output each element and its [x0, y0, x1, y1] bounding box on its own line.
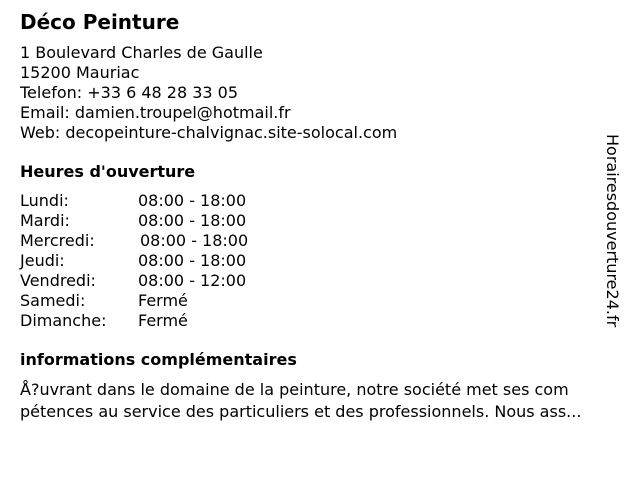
business-card — [20, 10, 620, 423]
site-watermark: Horairesdouverture24.fr — [603, 134, 622, 328]
hours-day: Dimanche: — [20, 311, 107, 330]
hours-row-sunday — [20, 311, 620, 331]
hours-day: Jeudi: — [20, 251, 65, 270]
hours-row-monday — [20, 191, 620, 211]
hours-time: Fermé — [138, 311, 188, 330]
hours-time: 08:00 - 18:00 — [138, 191, 247, 210]
additional-info-text — [20, 379, 632, 423]
hours-row-tuesday — [20, 211, 620, 231]
hours-row-wednesday — [20, 231, 620, 251]
hours-time: Fermé — [138, 291, 188, 310]
hours-time: 08:00 - 18:00 — [138, 251, 247, 270]
hours-time: 08:00 - 18:00 — [140, 231, 249, 250]
hours-day: Samedi: — [20, 291, 86, 310]
opening-hours-list — [20, 191, 620, 331]
email-address: Email: damien.troupel@hotmail.fr — [20, 103, 291, 122]
hours-time: 08:00 - 12:00 — [138, 271, 247, 290]
hours-day: Lundi: — [20, 191, 69, 210]
phone-number: Telefon: +33 6 48 28 33 05 — [20, 83, 239, 102]
additional-info-line: pétences au service des particuliers et des professionnels. Nous ass... — [20, 402, 582, 421]
address-street: 1 Boulevard Charles de Gaulle — [20, 43, 263, 62]
address-city: 15200 Mauriac — [20, 63, 140, 82]
additional-info-line: Å?uvrant dans le domaine de la peinture, notre société met ses com — [20, 380, 569, 399]
additional-info-title: informations complémentaires — [20, 350, 297, 369]
hours-day: Mardi: — [20, 211, 70, 230]
business-name: Déco Peinture — [20, 10, 180, 34]
hours-time: 08:00 - 18:00 — [138, 211, 247, 230]
hours-day: Mercredi: — [20, 231, 95, 250]
hours-row-thursday — [20, 251, 620, 271]
opening-hours-title: Heures d'ouverture — [20, 162, 196, 181]
hours-day: Vendredi: — [20, 271, 96, 290]
hours-row-friday — [20, 271, 620, 291]
hours-row-saturday — [20, 291, 620, 311]
website: Web: decopeinture-chalvignac.site-solocal.com — [20, 123, 398, 142]
